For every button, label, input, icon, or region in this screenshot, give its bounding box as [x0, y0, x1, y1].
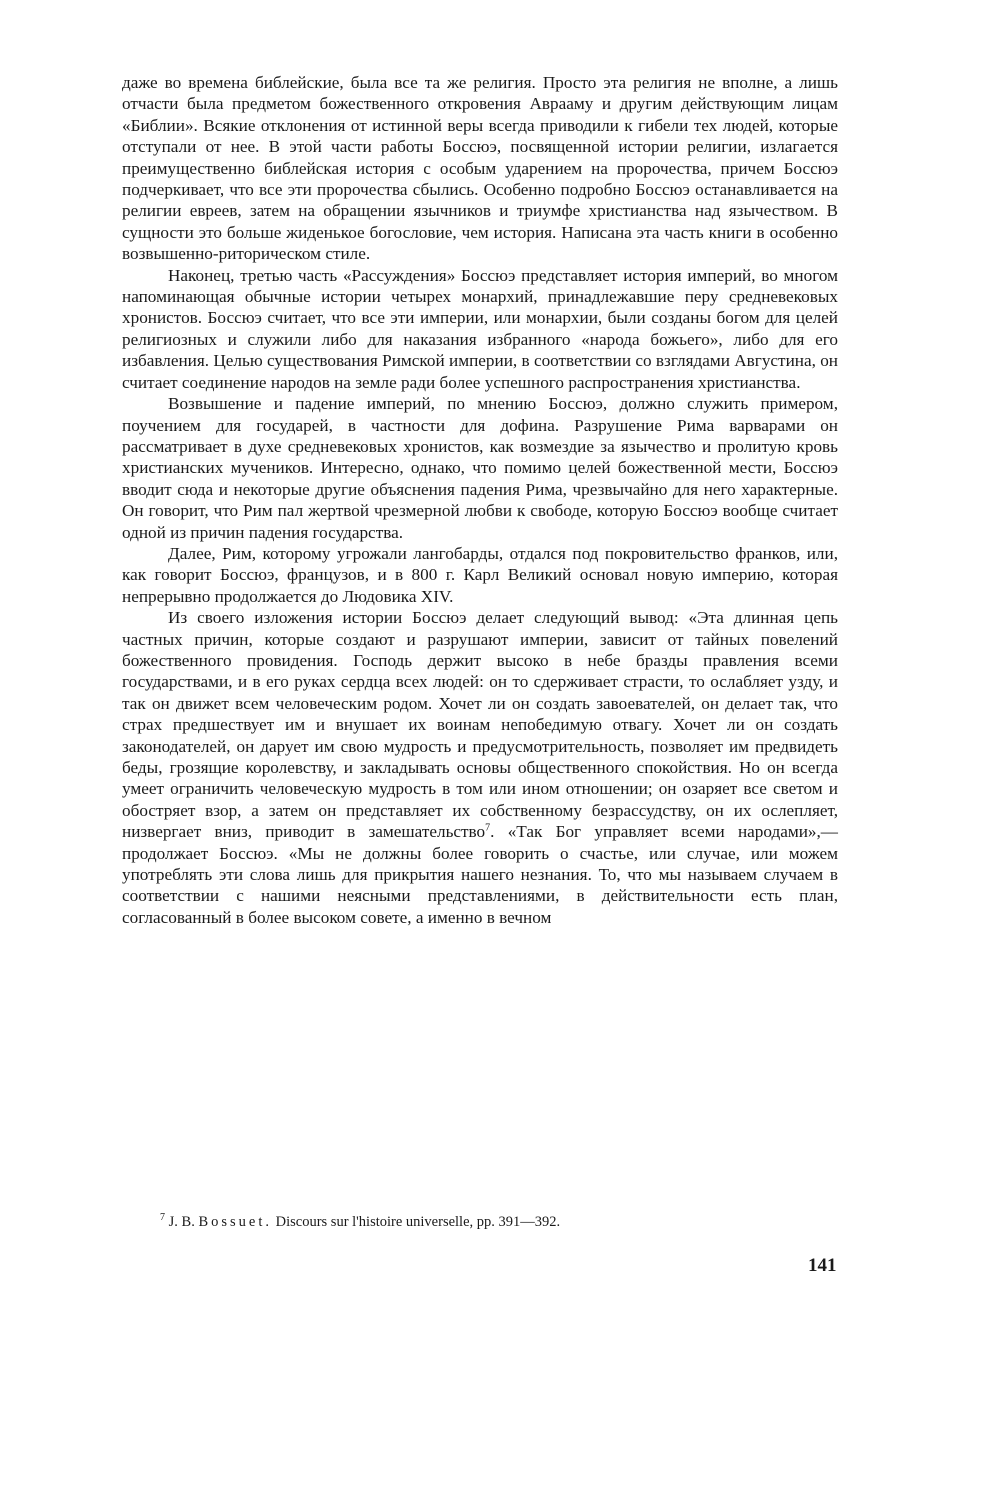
page-number: 141: [808, 1255, 837, 1276]
paragraph-5-text: Из своего изложения истории Боссюэ делает следующий вывод: «Эта длинная цепь частных причин, которые создают и разрушают империи, зависит от тайных повелений божественного провидения. Господь держит высоко в небе бразды правления всеми государствами, и в его руках сердца всех людей: он то сдерживает страсти, то ослабляет узду, и так он движет всем человеческим родом. Хочет ли он создать завоевателей, он делает так, что страх предшествует им и внушает их воинам непобедимую отвагу. Хочет ли он создать законодателей, он дарует им свою мудрость и предусмотрительность, позволяет им предвидеть беды, грозящие королевству, и закладывать основы общественного спокойствия. Но он всегда умеет ограничить человеческую мудрость в том или ином отношении; он озаряет все светом и обостряет взор, а затем он представляет их собственному безрассудству, он их ослепляет, низвергает вниз, приводит в замешательство: [122, 608, 838, 842]
paragraph-3: Возвышение и падение империй, по мнению Боссюэ, должно служить примером, поучением для государей, в частности для дофина. Разрушение Рима варварами он рассматривает в духе средневековых хронистов, как возмездие за язычество и пролитую кровь христианских мучеников. Интересно, однако, что помимо целей божественной мести, Боссюэ вводит сюда и некоторые другие объяснения падения Рима, чрезвычайно для него характерные. Он говорит, что Рим пал жертвой чрезмерной любви к свободе, которую Боссюэ вообще считает одной из причин падения государства.: [122, 394, 838, 542]
footnote-author-initials: J. B.: [168, 1214, 195, 1230]
footnote-text: Discours sur l'histoire universelle, pp. 391—392.: [275, 1214, 561, 1230]
paragraph-4: Далее, Рим, которому угрожали лангобарды, отдался под покровительство франков, или, как говорит Боссюэ, французов, и в 800 г. Карл Великий основал новую империю, которая непрерывно продолжается до Людовика XIV.: [122, 543, 838, 606]
page-body: [122, 72, 838, 928]
paragraph-2: Наконец, третью часть «Рассуждения» Боссюэ представляет история империй, во многом напоминающая обычные истории четырех монархий, принадлежавшие перу средневековых хронистов. Боссюэ считает, что все эти империи, или монархии, были созданы богом для целей религиозных и служили либо для наказания избранного «народа божьего», либо для его избавления. Целью существования Римской империи, в соответствии со взглядами Августина, он считает соединение народов на земле ради более успешного распространения христианства.: [122, 265, 838, 392]
paragraph-5: [122, 607, 838, 928]
footnote-marker: 7: [160, 1212, 165, 1224]
footnote: [160, 1213, 860, 1231]
footnote-reference[interactable]: 7: [485, 822, 491, 834]
footnote-author-surname: Bossuet.: [198, 1214, 272, 1230]
paragraph-5-tail: . «Так Бог управляет всеми народами»,— продолжает Боссюэ. «Мы не должны более говорить о счастье, или случае, или можем употреблять эти слова лишь для прикрытия нашего незнания. То, что мы называем случаем в соответствии с нашими неясными представлениями, в действительности есть план, согласованный в более высоком совете, а именно в вечном: [122, 822, 838, 927]
paragraph-1: даже во времена библейские, была все та же религия. Просто эта религия не вполне, а лишь отчасти была предметом божественного откровения Аврааму и другим действующим лицам «Библии». Всякие отклонения от истинной веры всегда приводили к гибели тех людей, которые отступали от нее. В этой части работы Боссюэ, посвященной истории религии, излагается преимущественно библейская история с особым ударением на пророчества, причем Боссюэ подчеркивает, что все эти пророчества сбылись. Особенно подробно Боссюэ останавливается на религии евреев, затем на обращении язычников и триумфе христианства над язычеством. В сущности это больше жиденькое богословие, чем история. Написана эта часть книги в особенно возвышенно-риторическом стиле.: [122, 73, 838, 264]
